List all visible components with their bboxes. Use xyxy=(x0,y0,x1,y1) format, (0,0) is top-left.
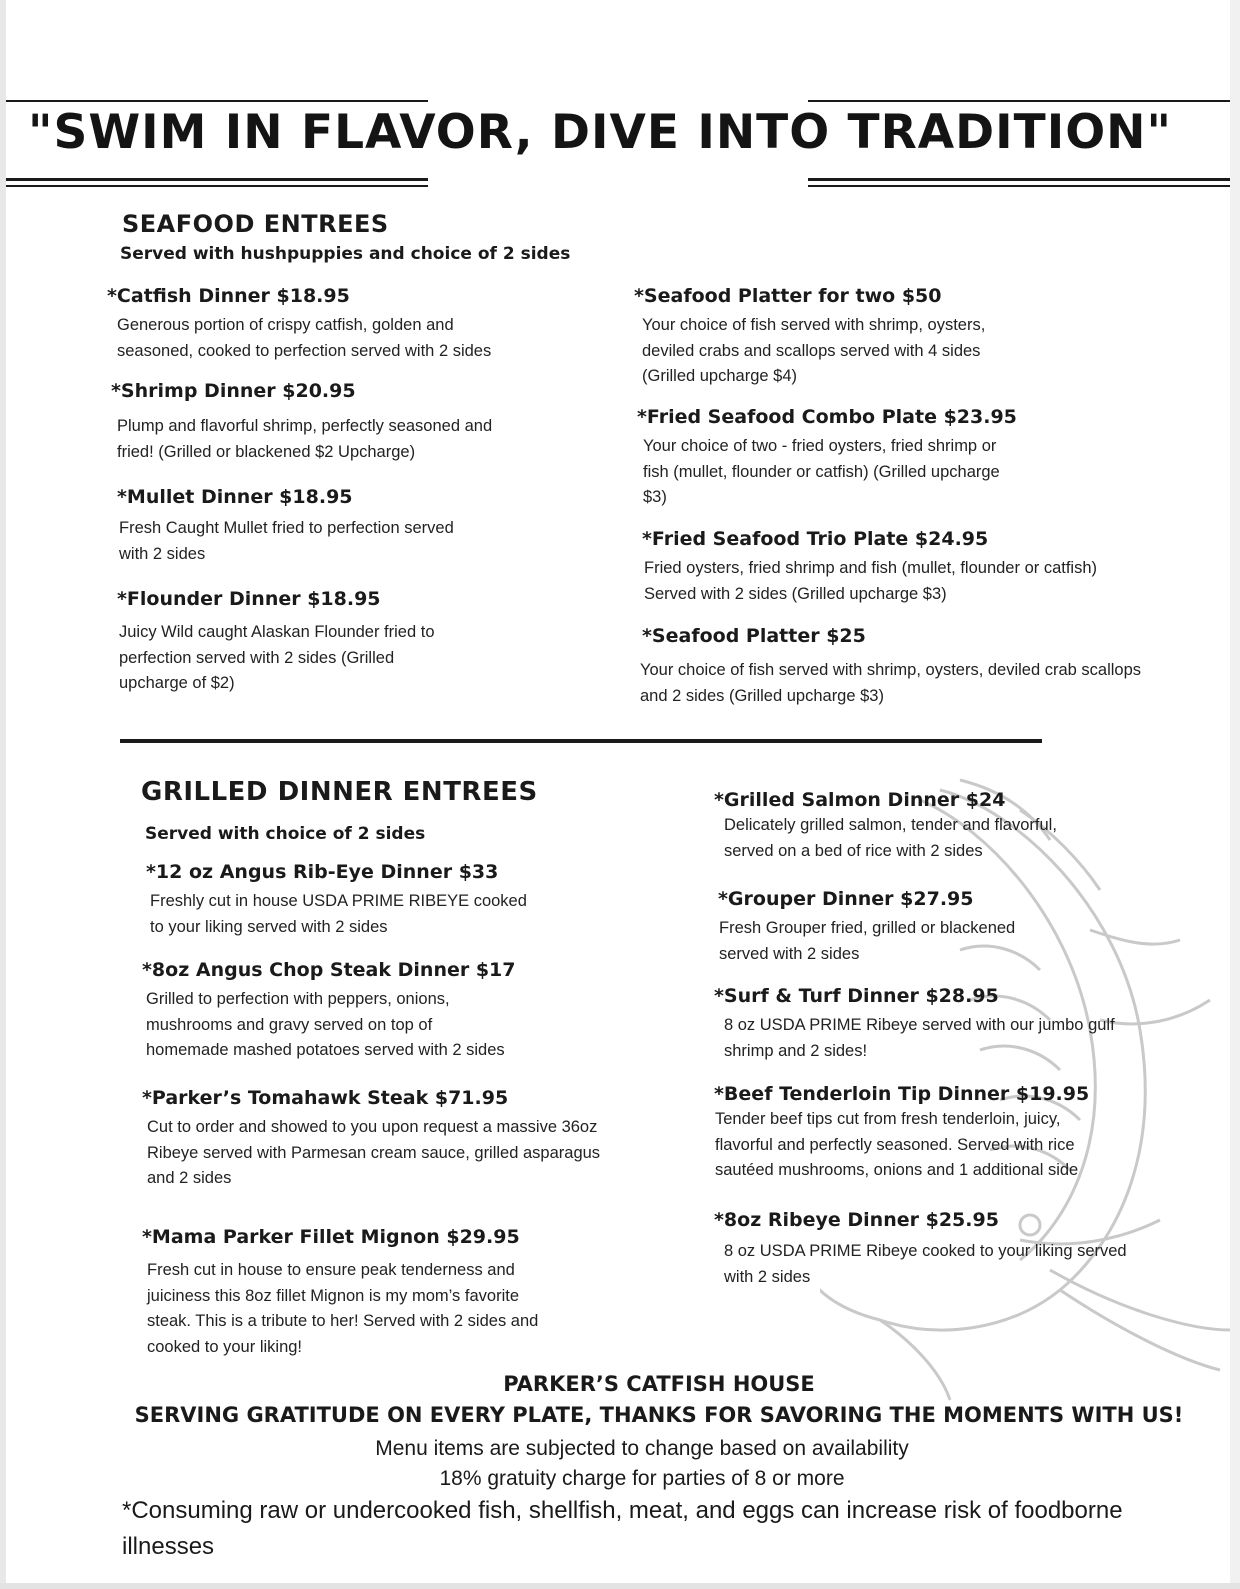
item-title: *Parker’s Tomahawk Steak $71.95 xyxy=(142,1087,509,1109)
item-title: *Seafood Platter for two $50 xyxy=(634,285,942,307)
header-rule-bottom-left xyxy=(6,178,428,181)
menu-item-catfish-dinner xyxy=(107,283,607,364)
menu-item-ribeye-12oz xyxy=(146,859,646,940)
menu-item-chop-steak xyxy=(142,957,642,1064)
item-description: Freshly cut in house USDA PRIME RIBEYE cooked to your liking served with 2 sides xyxy=(150,892,527,936)
menu-slogan: "SWIM IN FLAVOR, DIVE INTO TRADITION" xyxy=(27,105,1172,160)
menu-item-grouper-dinner xyxy=(718,886,1198,967)
menu-item-grilled-salmon xyxy=(714,787,1194,864)
item-title: *Grouper Dinner $27.95 xyxy=(718,888,974,910)
item-description: Your choice of fish served with shrimp, oysters, deviled crab scallops and 2 sides (Grilled upcharge $3) xyxy=(640,661,1142,705)
item-description: Juicy Wild caught Alaskan Flounder fried to perfection served with 2 sides (Grilled upcharge of $2) xyxy=(119,623,435,692)
menu-item-fried-seafood-trio xyxy=(642,526,1202,607)
item-description: Fresh cut in house to ensure peak tenderness and juiciness this 8oz fillet Mignon is my mom’s favorite steak. This is a tribute to her! Served with 2 sides and cooked to your liking! xyxy=(147,1261,539,1356)
item-description: Grilled to perfection with peppers, onions, mushrooms and gravy served on top of homemade mashed potatoes served with 2 sides xyxy=(146,990,505,1059)
item-description: Your choice of fish served with shrimp, oysters, deviled crabs and scallops served with 4 sides (Grilled upcharge $4) xyxy=(642,316,986,385)
header-rule-top-right xyxy=(808,100,1230,102)
item-description: Your choice of two - fried oysters, fried shrimp or fish (mullet, flounder or catfish) (Grilled upcharge $3) xyxy=(643,437,1000,506)
item-title: *12 oz Angus Rib-Eye Dinner $33 xyxy=(146,861,499,883)
item-description: Fresh Caught Mullet fried to perfection served with 2 sides xyxy=(119,519,454,563)
menu-item-seafood-platter xyxy=(642,623,1202,709)
item-description: Fried oysters, fried shrimp and fish (mullet, flounder or catfish) Served with 2 sides (Grilled upcharge $3) xyxy=(644,559,1098,603)
header-rule-top-left xyxy=(6,100,428,102)
item-title: *Grilled Salmon Dinner $24 xyxy=(714,789,1006,811)
item-description: 8 oz USDA PRIME Ribeye served with our jumbo gulf shrimp and 2 sides! xyxy=(724,1016,1115,1060)
menu-item-surf-and-turf xyxy=(714,983,1194,1064)
menu-item-mullet-dinner xyxy=(117,484,607,567)
menu-item-fried-seafood-combo xyxy=(637,404,1197,511)
grilled-heading: GRILLED DINNER ENTREES xyxy=(141,777,538,807)
item-title: *Fried Seafood Combo Plate $23.95 xyxy=(637,406,1017,428)
restaurant-name: PARKER’S CATFISH HOUSE xyxy=(503,1372,815,1396)
item-description: Fresh Grouper fried, grilled or blackened served with 2 sides xyxy=(719,919,1016,963)
item-title: *Mama Parker Fillet Mignon $29.95 xyxy=(142,1226,520,1248)
item-title: *Shrimp Dinner $20.95 xyxy=(111,380,356,402)
item-title: *Fried Seafood Trio Plate $24.95 xyxy=(642,528,989,550)
seafood-subheading: Served with hushpuppies and choice of 2 sides xyxy=(120,244,571,264)
item-description: Tender beef tips cut from fresh tenderloin, juicy, flavorful and perfectly seasoned. Served with rice sautéed mushrooms, onions and 1 additional side xyxy=(715,1110,1079,1179)
page-right-edge xyxy=(1230,0,1240,1589)
item-description: 8 oz USDA PRIME Ribeye cooked to your liking served with 2 sides xyxy=(724,1242,1127,1286)
grilled-subheading: Served with choice of 2 sides xyxy=(145,824,426,844)
menu-item-fillet-mignon xyxy=(142,1224,662,1360)
header-rule-bottom-right xyxy=(808,178,1230,181)
food-safety-warning: *Consuming raw or undercooked fish, shellfish, meat, and eggs can increase risk of foodborne illnesses xyxy=(122,1497,1123,1560)
section-divider xyxy=(120,739,1042,743)
item-description: Plump and flavorful shrimp, perfectly seasoned and fried! (Grilled or blackened $2 Upcharge) xyxy=(117,417,493,461)
item-description: Cut to order and showed to you upon request a massive 36oz Ribeye served with Parmesan cream sauce, grilled asparagus and 2 sides xyxy=(147,1118,601,1187)
availability-note: Menu items are subjected to change based on availability xyxy=(375,1437,909,1460)
menu-item-ribeye-8oz xyxy=(714,1207,1204,1290)
item-title: *Mullet Dinner $18.95 xyxy=(117,486,353,508)
item-title: *8oz Angus Chop Steak Dinner $17 xyxy=(142,959,516,981)
thank-you-message: SERVING GRATITUDE ON EVERY PLATE, THANKS FOR SAVORING THE MOMENTS WITH US! xyxy=(134,1403,1184,1427)
seafood-heading: SEAFOOD ENTREES xyxy=(122,210,389,238)
item-title: *Seafood Platter $25 xyxy=(642,625,866,647)
menu-item-beef-tenderloin-tips xyxy=(714,1081,1194,1184)
header-rule-bottom-right-thin xyxy=(808,185,1230,187)
item-description: Generous portion of crispy catfish, golden and seasoned, cooked to perfection served with 2 sides xyxy=(117,316,492,360)
item-title: *8oz Ribeye Dinner $25.95 xyxy=(714,1209,999,1231)
item-title: *Flounder Dinner $18.95 xyxy=(117,588,381,610)
header-rule-bottom-left-thin xyxy=(6,185,428,187)
page-bottom-edge xyxy=(0,1583,1240,1589)
page-left-edge xyxy=(0,0,6,1589)
item-title: *Catfish Dinner $18.95 xyxy=(107,285,350,307)
menu-item-tomahawk-steak xyxy=(142,1085,662,1192)
item-description: Delicately grilled salmon, tender and flavorful, served on a bed of rice with 2 sides xyxy=(724,816,1057,860)
gratuity-note: 18% gratuity charge for parties of 8 or more xyxy=(439,1467,845,1490)
menu-item-shrimp-dinner xyxy=(111,378,611,465)
item-title: *Surf & Turf Dinner $28.95 xyxy=(714,985,999,1007)
item-title: *Beef Tenderloin Tip Dinner $19.95 xyxy=(714,1083,1090,1105)
menu-item-flounder-dinner xyxy=(117,586,607,697)
menu-item-seafood-platter-for-two xyxy=(634,283,1194,390)
